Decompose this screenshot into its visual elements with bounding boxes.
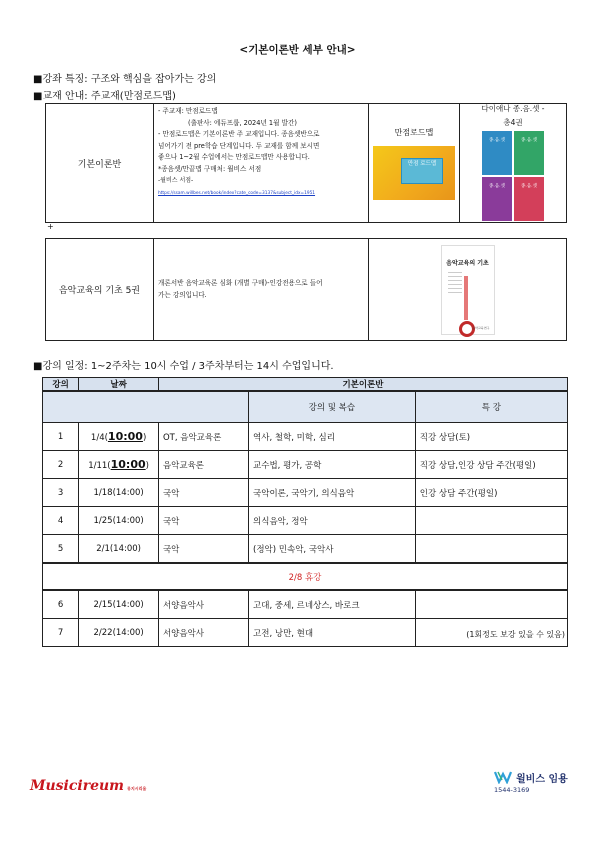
row-date: 2/22(14:00) xyxy=(79,619,159,647)
logo-text: Musicireum xyxy=(30,778,124,794)
willbes-mark-icon xyxy=(494,770,512,784)
row-topics: 역사, 철학, 미학, 심리 xyxy=(249,423,416,451)
desc-line: *종음셋/만끝맵 구매처: 윌비스 서점 xyxy=(158,164,262,173)
row-no: 2 xyxy=(43,451,79,479)
book-bar xyxy=(464,276,468,320)
store-label: -윌비스 서점- xyxy=(158,177,194,184)
row-subject: 서양음악사 xyxy=(158,619,248,647)
subheader-review: 강의 및 복습 xyxy=(249,391,416,423)
row-special xyxy=(415,590,567,619)
roadmap-book-image xyxy=(373,146,455,200)
row-special xyxy=(415,507,567,535)
row-subject: OT, 음악교육론 xyxy=(158,423,248,451)
book-label: 만점로드맵 xyxy=(394,127,434,137)
row-date: 1/11(10:00) xyxy=(79,451,159,479)
desc-line: 넘어가기 전 pre학습 단계입니다. 두 교재를 함께 보시면 xyxy=(158,141,320,150)
makeup-note: (1회정도 보강 있을 수 있음) xyxy=(466,630,565,639)
textbook-table-basic xyxy=(45,103,567,223)
table-row xyxy=(43,590,568,619)
row-no: 4 xyxy=(43,507,79,535)
book-text-lines xyxy=(448,272,462,296)
music-book-title: 음악교육의 기초 xyxy=(446,259,489,267)
table-row xyxy=(43,479,568,507)
music-description xyxy=(154,239,369,341)
row-special: 직강 상담,인강 상담 주간(평일) xyxy=(415,451,567,479)
book-set-image xyxy=(482,131,544,221)
textbook-description xyxy=(154,104,369,223)
desc-line: 좋으나 1~2월 수업에서는 만점로드맵만 사용합니다. xyxy=(158,153,310,161)
table-row xyxy=(43,423,568,451)
header-no: 강의 xyxy=(43,378,79,392)
subheader-special: 특 강 xyxy=(415,391,567,423)
row-topics: 국악이론, 국악기, 의식음악 xyxy=(249,479,416,507)
row-special xyxy=(415,535,567,564)
textbook-line: ■교재 안내: 주교재(만점로드맵) xyxy=(33,91,176,102)
row-subject: 음악교육론 xyxy=(158,451,248,479)
header-course: 기본이론반 xyxy=(158,378,567,392)
holiday-row xyxy=(43,563,568,590)
row-special: 인강 상담 주간(평일) xyxy=(415,479,567,507)
row-date: 2/1(14:00) xyxy=(79,535,159,564)
row-date: 2/15(14:00) xyxy=(79,590,159,619)
row-date: 1/4(10:00) xyxy=(79,423,159,451)
subheader-blank xyxy=(43,391,249,423)
plus-sign: + xyxy=(47,222,54,231)
book-cover-title: 만점 로드맵 xyxy=(401,158,443,184)
row-date: 1/18(14:00) xyxy=(79,479,159,507)
set-label: 다이애나 종.음.셋 - xyxy=(481,104,545,113)
table-row xyxy=(43,451,568,479)
music-book-cell xyxy=(369,239,567,341)
schedule-table xyxy=(42,377,568,647)
row-topics: 고대, 중세, 르네상스, 바로크 xyxy=(249,590,416,619)
willbes-logo xyxy=(494,768,574,798)
schedule-line: ■강의 일정: 1~2주차는 10시 수업 / 3주차부터는 14시 수업입니다. xyxy=(33,361,334,372)
music-book-tag: 음악교육연구 xyxy=(472,325,490,330)
set-count: 총4권 xyxy=(503,118,523,127)
desc-line: 가는 강의입니다. xyxy=(158,290,207,299)
row-no: 1 xyxy=(43,423,79,451)
header-date: 날짜 xyxy=(79,378,159,392)
row-topics: (정악) 민속악, 국악사 xyxy=(249,535,416,564)
row-subject: 국악 xyxy=(158,479,248,507)
row-date: 1/25(14:00) xyxy=(79,507,159,535)
desc-line: 개론서반 음악교육론 심화 (개별 구매)-인강전용으로 들어 xyxy=(158,279,323,287)
row-no: 6 xyxy=(43,590,79,619)
desc-line: - 주교재: 만점로드맵 xyxy=(158,107,218,115)
row-topics: 고전, 낭만, 현대 xyxy=(249,619,416,647)
row-topics: 의식음악, 정악 xyxy=(249,507,416,535)
table-row xyxy=(43,535,568,564)
feature-line: ■강좌 특징: 구조와 핵심을 잡아가는 강의 xyxy=(33,74,217,85)
textbook-table-music xyxy=(45,238,567,341)
willbes-tel: 1544-3169 xyxy=(494,786,530,794)
desc-line: (출판사: 에듀프룹, 2024년 1월 발간) xyxy=(188,118,297,127)
set-book: 종.음.셋 xyxy=(482,131,512,175)
row-no: 7 xyxy=(43,619,79,647)
musicireum-logo xyxy=(30,778,146,794)
music-book-image xyxy=(441,245,495,335)
row-subject: 국악 xyxy=(158,507,248,535)
set-book: 종.음.셋 xyxy=(514,131,544,175)
row-subject: 국악 xyxy=(158,535,248,564)
book-cell xyxy=(369,104,460,223)
book-set-cell xyxy=(460,104,567,223)
table-row xyxy=(43,507,568,535)
page-title: <기본이론반 세부 안내> xyxy=(239,44,356,56)
row-no: 3 xyxy=(43,479,79,507)
willbes-name: 윌비스 임용 xyxy=(516,774,568,785)
row-special: 직강 상담(토) xyxy=(415,423,567,451)
row-topics: 교수법, 평가, 공학 xyxy=(249,451,416,479)
holiday-label: 2/8 휴강 xyxy=(43,563,568,590)
logo-small-text: 뮤지시리움 xyxy=(127,786,147,791)
category-basic: 기본이론반 xyxy=(46,104,154,223)
desc-line: - 만점로드맵은 기본이론반 주 교재입니다. 종음셋반으로 xyxy=(158,130,320,138)
set-book: 종.음.셋 xyxy=(482,177,512,221)
store-link[interactable]: https://ssam.willbes.net/book/index?cate_code=3137&subject_idx=1951 xyxy=(158,190,316,196)
category-music: 음악교육의 기초 5권 xyxy=(46,239,154,341)
row-subject: 서양음악사 xyxy=(158,590,248,619)
set-book: 종.음.셋 xyxy=(514,177,544,221)
row-no: 5 xyxy=(43,535,79,564)
